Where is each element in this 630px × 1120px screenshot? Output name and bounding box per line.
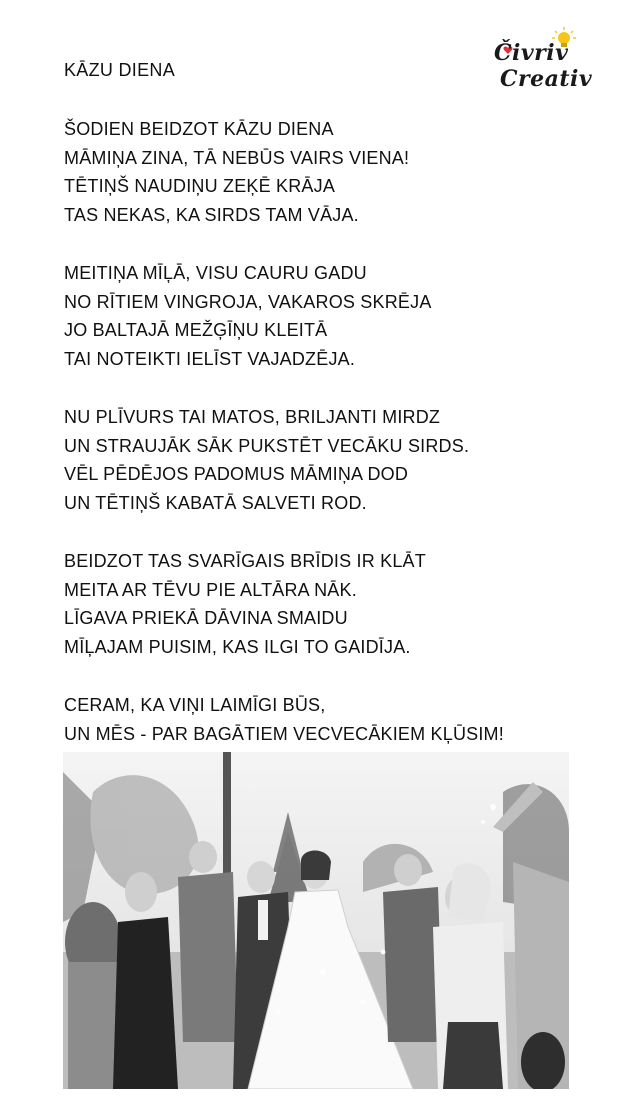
poem-line: VĒL PĒDĒJOS PADOMUS MĀMIŅA DOD bbox=[64, 464, 409, 484]
poem-line: TAI NOTEIKTI IELĪST VAJADZĒJA. bbox=[64, 348, 356, 369]
poem-line: MEITIŅA MĪĻĀ, VISU CAURU GADU bbox=[64, 263, 367, 283]
poem-line: UN MĒS - PAR BAGĀTIEM VECVECĀKIEM KĻŪSIM! bbox=[64, 723, 504, 744]
poem-line: MĪĻAJAM PUISIM, KAS ILGI TO GAIDĪJA. bbox=[64, 636, 411, 657]
poem-line: MĀMIŅA ZINA, TĀ NEBŪS VAIRS VIENA! bbox=[64, 147, 410, 168]
brand-logo bbox=[488, 26, 593, 106]
stanza bbox=[64, 547, 584, 661]
poem-line: BEIDZOT TAS SVARĪGAIS BRĪDIS IR KLĀT bbox=[64, 551, 426, 571]
poem-line: ŠODIEN BEIDZOT KĀZU DIENA bbox=[64, 119, 334, 139]
poem-line: CERAM, KA VIŅI LAIMĪGI BŪS, bbox=[64, 695, 326, 715]
poem-line: UN STRAUJĀK SĀK PUKSTĒT VECĀKU SIRDS. bbox=[64, 435, 470, 456]
logo-line-1: Čivriv bbox=[494, 40, 569, 66]
poem-line: JO BALTAJĀ MEŽĢĪŅU KLEITĀ bbox=[64, 320, 328, 340]
stanza bbox=[64, 259, 584, 373]
wedding-photo-illustration bbox=[63, 752, 569, 1089]
poem-line: NU PLĪVURS TAI MATOS, BRILJANTI MIRDZ bbox=[64, 407, 441, 427]
poem-line: TAS NEKAS, KA SIRDS TAM VĀJA. bbox=[64, 204, 359, 225]
poem-line: NO RĪTIEM VINGROJA, VAKAROS SKRĒJA bbox=[64, 291, 432, 312]
logo-line-2: Creativ bbox=[500, 66, 593, 92]
poem-body bbox=[64, 115, 584, 778]
poem-line: MEITA AR TĒVU PIE ALTĀRA NĀK. bbox=[64, 579, 357, 600]
stanza bbox=[64, 115, 584, 229]
poem-line: LĪGAVA PRIEKĀ DĀVINA SMAIDU bbox=[64, 608, 348, 628]
poem-line: TĒTIŅŠ NAUDIŅU ZEĶĒ KRĀJA bbox=[64, 176, 336, 196]
wedding-photo bbox=[63, 752, 569, 1089]
stanza bbox=[64, 691, 584, 748]
poem-line: UN TĒTIŅŠ KABATĀ SALVETI ROD. bbox=[64, 492, 367, 513]
poem-title: KĀZU DIENA bbox=[64, 60, 176, 80]
stanza bbox=[64, 403, 584, 517]
